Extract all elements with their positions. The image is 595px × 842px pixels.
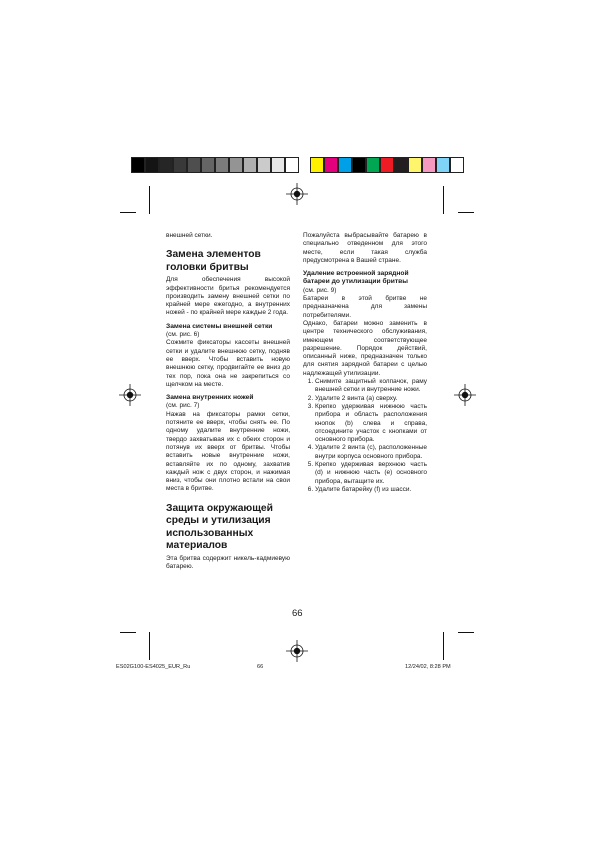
heading-environment: Защита окружающей среды и утилизация использованных материалов	[166, 502, 273, 552]
footer-timestamp: 12/24/02, 8:28 PM	[405, 664, 451, 670]
paragraph-blades: Нажав на фиксаторы рамки сетки, потяните ее вверх, чтобы снять ее. По одному удалите внутренние ножи, твердо захватывая их с обеих сторон и потянув их вверх от бритвы. Чтобы вставить новые внутренние ножи, вставляйте их по одному, захватив каждый нож с двух сторон, и нажимая вниз, чтобы они плотно встали на свои места в бритве.	[166, 410, 290, 493]
color-swatch	[352, 157, 366, 173]
color-swatch	[324, 157, 338, 173]
subheading-foil: Замена системы внешней сетки	[166, 322, 273, 330]
registration-mark-icon	[454, 384, 476, 406]
color-swatch	[271, 157, 285, 173]
crop-mark	[443, 186, 444, 214]
subheading-blades: Замена внутренних ножей	[166, 394, 254, 402]
crop-mark	[443, 632, 444, 660]
registration-mark-icon	[286, 183, 308, 205]
color-swatch	[338, 157, 352, 173]
color-swatch	[285, 157, 299, 173]
color-swatch	[145, 157, 159, 173]
color-swatch	[131, 157, 145, 173]
figure-ref-6: (см. рис. 6)	[166, 331, 200, 339]
color-swatch	[201, 157, 215, 173]
crop-mark	[120, 632, 136, 633]
color-swatch	[380, 157, 394, 173]
left-column	[166, 232, 290, 571]
crop-mark	[458, 632, 474, 633]
color-swatch	[257, 157, 271, 173]
crop-mark	[458, 212, 474, 213]
registration-mark-icon	[119, 384, 141, 406]
paragraph-not-replaceable: Батареи в этой бритве не предназначена для замены потребителями.	[303, 295, 427, 319]
gray-scale-bar	[131, 157, 299, 173]
paragraph-foil: Сожмите фиксаторы кассеты внешней сетки и удалите внешнюю сетку, подняв ее вверх. Чтобы вставить новую внешнюю сетку, продвигайте ее вниз до тех пор, пока она не закрепиться со щелчком на месте.	[166, 339, 290, 388]
list-item: 3. Крепко удерживая нижнюю часть прибора и область расположения кнопок (b) слева и справа, отсоедините участок с кнопками от основного прибора.	[315, 403, 427, 444]
figure-ref-9: (см. рис. 9)	[303, 286, 337, 294]
figure-ref-7: (см. рис. 7)	[166, 402, 200, 410]
paragraph-service: Однако, батареи можно заменить в центре технического обслуживания, имеющем соответствующее разрешение. Порядок действий, описанный ниже, предназначен только для снятия зарядной батареи с целью надлежащей утилизации.	[303, 319, 427, 377]
list-item: 4. Удалите 2 винта (c), расположенные внутри корпуса основного прибора.	[315, 444, 427, 461]
color-swatch	[187, 157, 201, 173]
footer-file-name: ES02G100-ES4025_EUR_Ru	[116, 664, 191, 670]
color-swatch	[422, 157, 436, 173]
page-number: 66	[292, 608, 303, 619]
color-swatch	[366, 157, 380, 173]
intro-tail-text: внешней сетки.	[166, 232, 213, 239]
color-swatch	[310, 157, 324, 173]
color-swatch	[408, 157, 422, 173]
color-scale-bar	[310, 157, 464, 173]
paragraph-environment: Эта бритва содержит никель-кадмиевую батарею.	[166, 554, 290, 571]
removal-steps-list	[303, 378, 427, 494]
crop-mark	[149, 186, 150, 214]
list-item: 2. Удалите 2 винта (a) сверху.	[315, 395, 427, 403]
color-swatch	[450, 157, 464, 173]
footer-page: 66	[257, 664, 264, 670]
subheading-battery-removal: Удаление встроенной зарядной батареи до утилизации бритвы	[303, 270, 409, 286]
paragraph-dispose: Пожалуйста выбрасывайте батарею в специально отведенном для этого месте, если такая служба предусмотрена в Вашей стране.	[303, 232, 427, 264]
color-swatch	[436, 157, 450, 173]
color-swatch	[159, 157, 173, 173]
crop-mark	[120, 212, 136, 213]
paragraph-replace: Для обеспечения высокой эффективности бритья рекомендуется производить замену внешней сетки по крайней мере ежегодно, а внутренних ножей - по крайней мере каждые 2 года.	[166, 276, 290, 317]
list-item: 5. Крепко удерживая верхнюю часть (d) и нижнюю часть (e) основного прибора, вытащите их.	[315, 461, 427, 486]
list-item: 1. Снимите защитный колпачок, раму внешней сетки и внутренние ножи.	[315, 378, 427, 395]
color-swatch	[394, 157, 408, 173]
color-swatch	[229, 157, 243, 173]
list-item: 6. Удалите батарейку (f) из шасси.	[315, 486, 427, 494]
right-column	[303, 232, 427, 494]
registration-mark-icon	[286, 640, 308, 662]
crop-mark	[149, 632, 150, 660]
color-swatch	[243, 157, 257, 173]
color-swatch	[173, 157, 187, 173]
color-swatch	[215, 157, 229, 173]
heading-replace-parts: Замена элементов головки бритвы	[166, 249, 261, 273]
